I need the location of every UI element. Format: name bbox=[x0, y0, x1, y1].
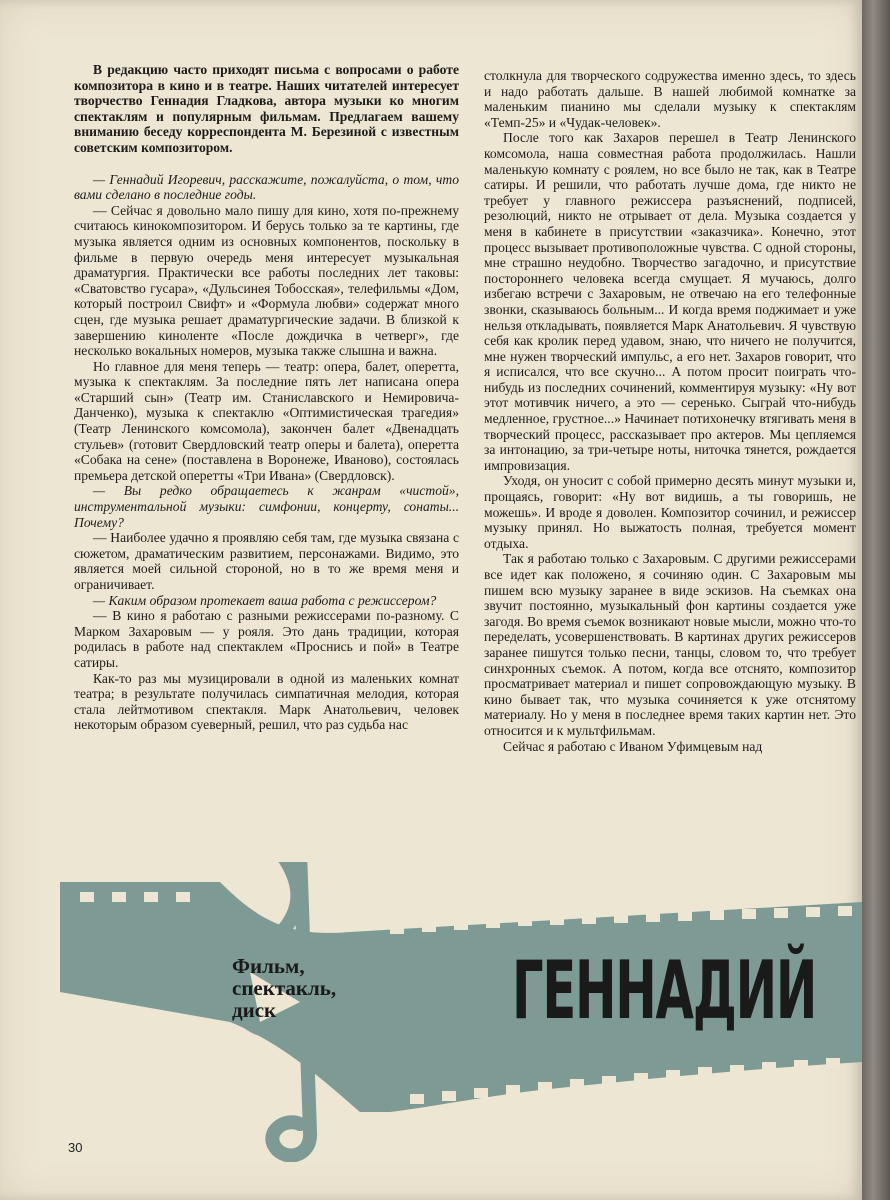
paragraph: В редакцию часто приходят письма с вопросами о работе композитора в кино и в театре. Наших читателей интересует творчество Геннадия Гладкова, автора музыки ко многим спектаклям и популярным фильмам. Предлагаем вашему вниманию беседу корреспондента М. Березиной с известным советским композитором. bbox=[74, 62, 459, 155]
paragraph: Но главное для меня теперь — театр: опера, балет, оперетта, музыка к спектаклям. За последние пять лет написана опера «Старший сын» (Театр им. Станиславского и Немировича-Данченко), музыка к спектаклю «Оптимистическая трагедия» (Театр Ленинского комсомола), закончен балет «Двенадцать стульев» (готовит Свердловский театр оперы и балета), оперетта «Собака на сене» (поставлена в Воронеже, Иваново), состоялась премьера детской оперетты «Три Ивана» (Свердловск). bbox=[74, 358, 459, 483]
paragraph: столкнула для творческого содружества именно здесь, то здесь и надо работать дальше. В нашей любимой комнатке за маленьким пианино мы сделали музыку к спектаклям «Темп-25» и «Чудак-человек». bbox=[484, 68, 856, 130]
magazine-spine bbox=[862, 0, 890, 1200]
article-heading: ГЕННАДИЙ bbox=[512, 944, 817, 1037]
rubric-line: диск bbox=[232, 998, 277, 1022]
rubric-line: Фильм, bbox=[232, 954, 305, 978]
paragraph: — Геннадий Игоревич, расскажите, пожалуйста, о том, что вами сделано в последние годы. bbox=[74, 171, 459, 203]
paragraph: Уходя, он уносит с собой примерно десять минут музыки и, прощаясь, говорит: «Ну вот видишь, а ты говоришь, не можешь». И вроде я доволен. Композитор сочинил, и режиссер музыку принял. Но выжатость полная, требуется момент отдыха. bbox=[484, 473, 856, 551]
paragraph: — Наиболее удачно я проявляю себя там, где музыка связана с сюжетом, драматическим развитием, персонажами. Видимо, это является моей сильной стороной, но в то же время меня и ограничивает. bbox=[74, 530, 459, 592]
paragraph: После того как Захаров перешел в Театр Ленинского комсомола, наша совместная работа продолжилась. Нашли маленькую комнату с роялем, но все было не так, как в Театре сатиры. И решили, что работать лучше дома, где никто не требует у главного режиссера разъяснений, подписей, резолюций, никто не отрывает от дела. Музыка создается у меня в кабинете в присутствии «заказчика». Конечно, этот процесс вызывает противоположные чувства. С одной стороны, мне страшно неудобно. Творчество загадочно, и присутствие постороннего человека всегда смущает. Я мучаюсь, долго избегаю встречи с Захаровым, не отвечаю на его телефонные звонки, сказываюсь больным... И когда время поджимает и уже нельзя откладывать, появляется Марк Анатольевич. Я чувствую себя как кролик перед удавом, знаю, что ничего не получится, мне нужен творческий импульс, а его нет. Захаров говорит, что я исписался, что все скучно... А потом просит поиграть что-нибудь из последних сочинений, комментируя музыку: «Ну вот этот мотивчик ничего, а это — серенько. Сыграй что-нибудь медленное, грустное...» Начинает потихонечку втягивать меня в творческий процесс, рассказывает про актеров. Мы цепляемся за интонацию, за три-четыре ноты, ниточка тянется, рождается импровизация. bbox=[484, 130, 856, 473]
paragraph: Как-то раз мы музицировали в одной из маленьких комнат театра; в результате получилась симпатичная мелодия, которая стала лейтмотивом спектакля. Марк Анатольевич, человек некоторым образом суеверный, решил, что раз судьба нас bbox=[74, 670, 459, 733]
paragraph: — В кино я работаю с разными режиссерами по-разному. С Марком Захаровым — у рояля. Это дань традиции, которая родилась в работе над спектаклем «Проснись и пой» в Театре сатиры. bbox=[74, 608, 459, 670]
right-text-column bbox=[484, 68, 856, 754]
paragraph: — Сейчас я довольно мало пишу для кино, хотя по-прежнему считаюсь кинокомпозитором. И берусь только за те картины, где музыка является одним из основных компонентов, поскольку в фильме в первую очередь меня интересует музыкальная драматургия. Практически все работы последних лет таковы: «Сватовство гусара», «Дульсинея Тобосская», телефильмы «Дом, который построил Свифт» и «Формула любви» содержат много сцен, где музыка решает драматургические задачи. В близкой к завершению киноленте «После дождичка в четверг», где несколько вокальных номеров, музыка также слышна и важна. bbox=[74, 202, 459, 359]
rubric-title bbox=[232, 955, 336, 1021]
left-text-column bbox=[74, 62, 459, 733]
rubric-line: спектакль, bbox=[232, 976, 337, 1000]
paragraph: Так я работаю только с Захаровым. С другими режиссерами все идет как положено, я сочиняю один. С Захаровым мы пишем всю музыку заранее в виде эскизов. На съемках она звучит постоянно, музыкальный фон картины создается уже загодя. Во время съемок возникают новые мысли, можно что-то переделать, усовершенствовать. В картинах других режиссеров заранее пишутся только песни, танцы, словом то, что требует синхронных съемок. А потом, когда все отснято, композитор просматривает материал и пишет сопровождающую музыку. В кино бывает так, что музыка сочиняется к уже отснятому материалу. Но у меня в последнее время таких картин нет. Это относится и к мультфильмам. bbox=[484, 551, 856, 738]
paragraph: Сейчас я работаю с Иваном Уфимцевым над bbox=[503, 738, 763, 754]
page-number: 30 bbox=[68, 1140, 83, 1155]
paragraph: — Вы редко обращаетесь к жанрам «чистой», инструментальной музыки: симфонии, концерту, сонаты... Почему? bbox=[74, 483, 459, 530]
paragraph: — Каким образом протекает ваша работа с режиссером? bbox=[93, 592, 437, 608]
